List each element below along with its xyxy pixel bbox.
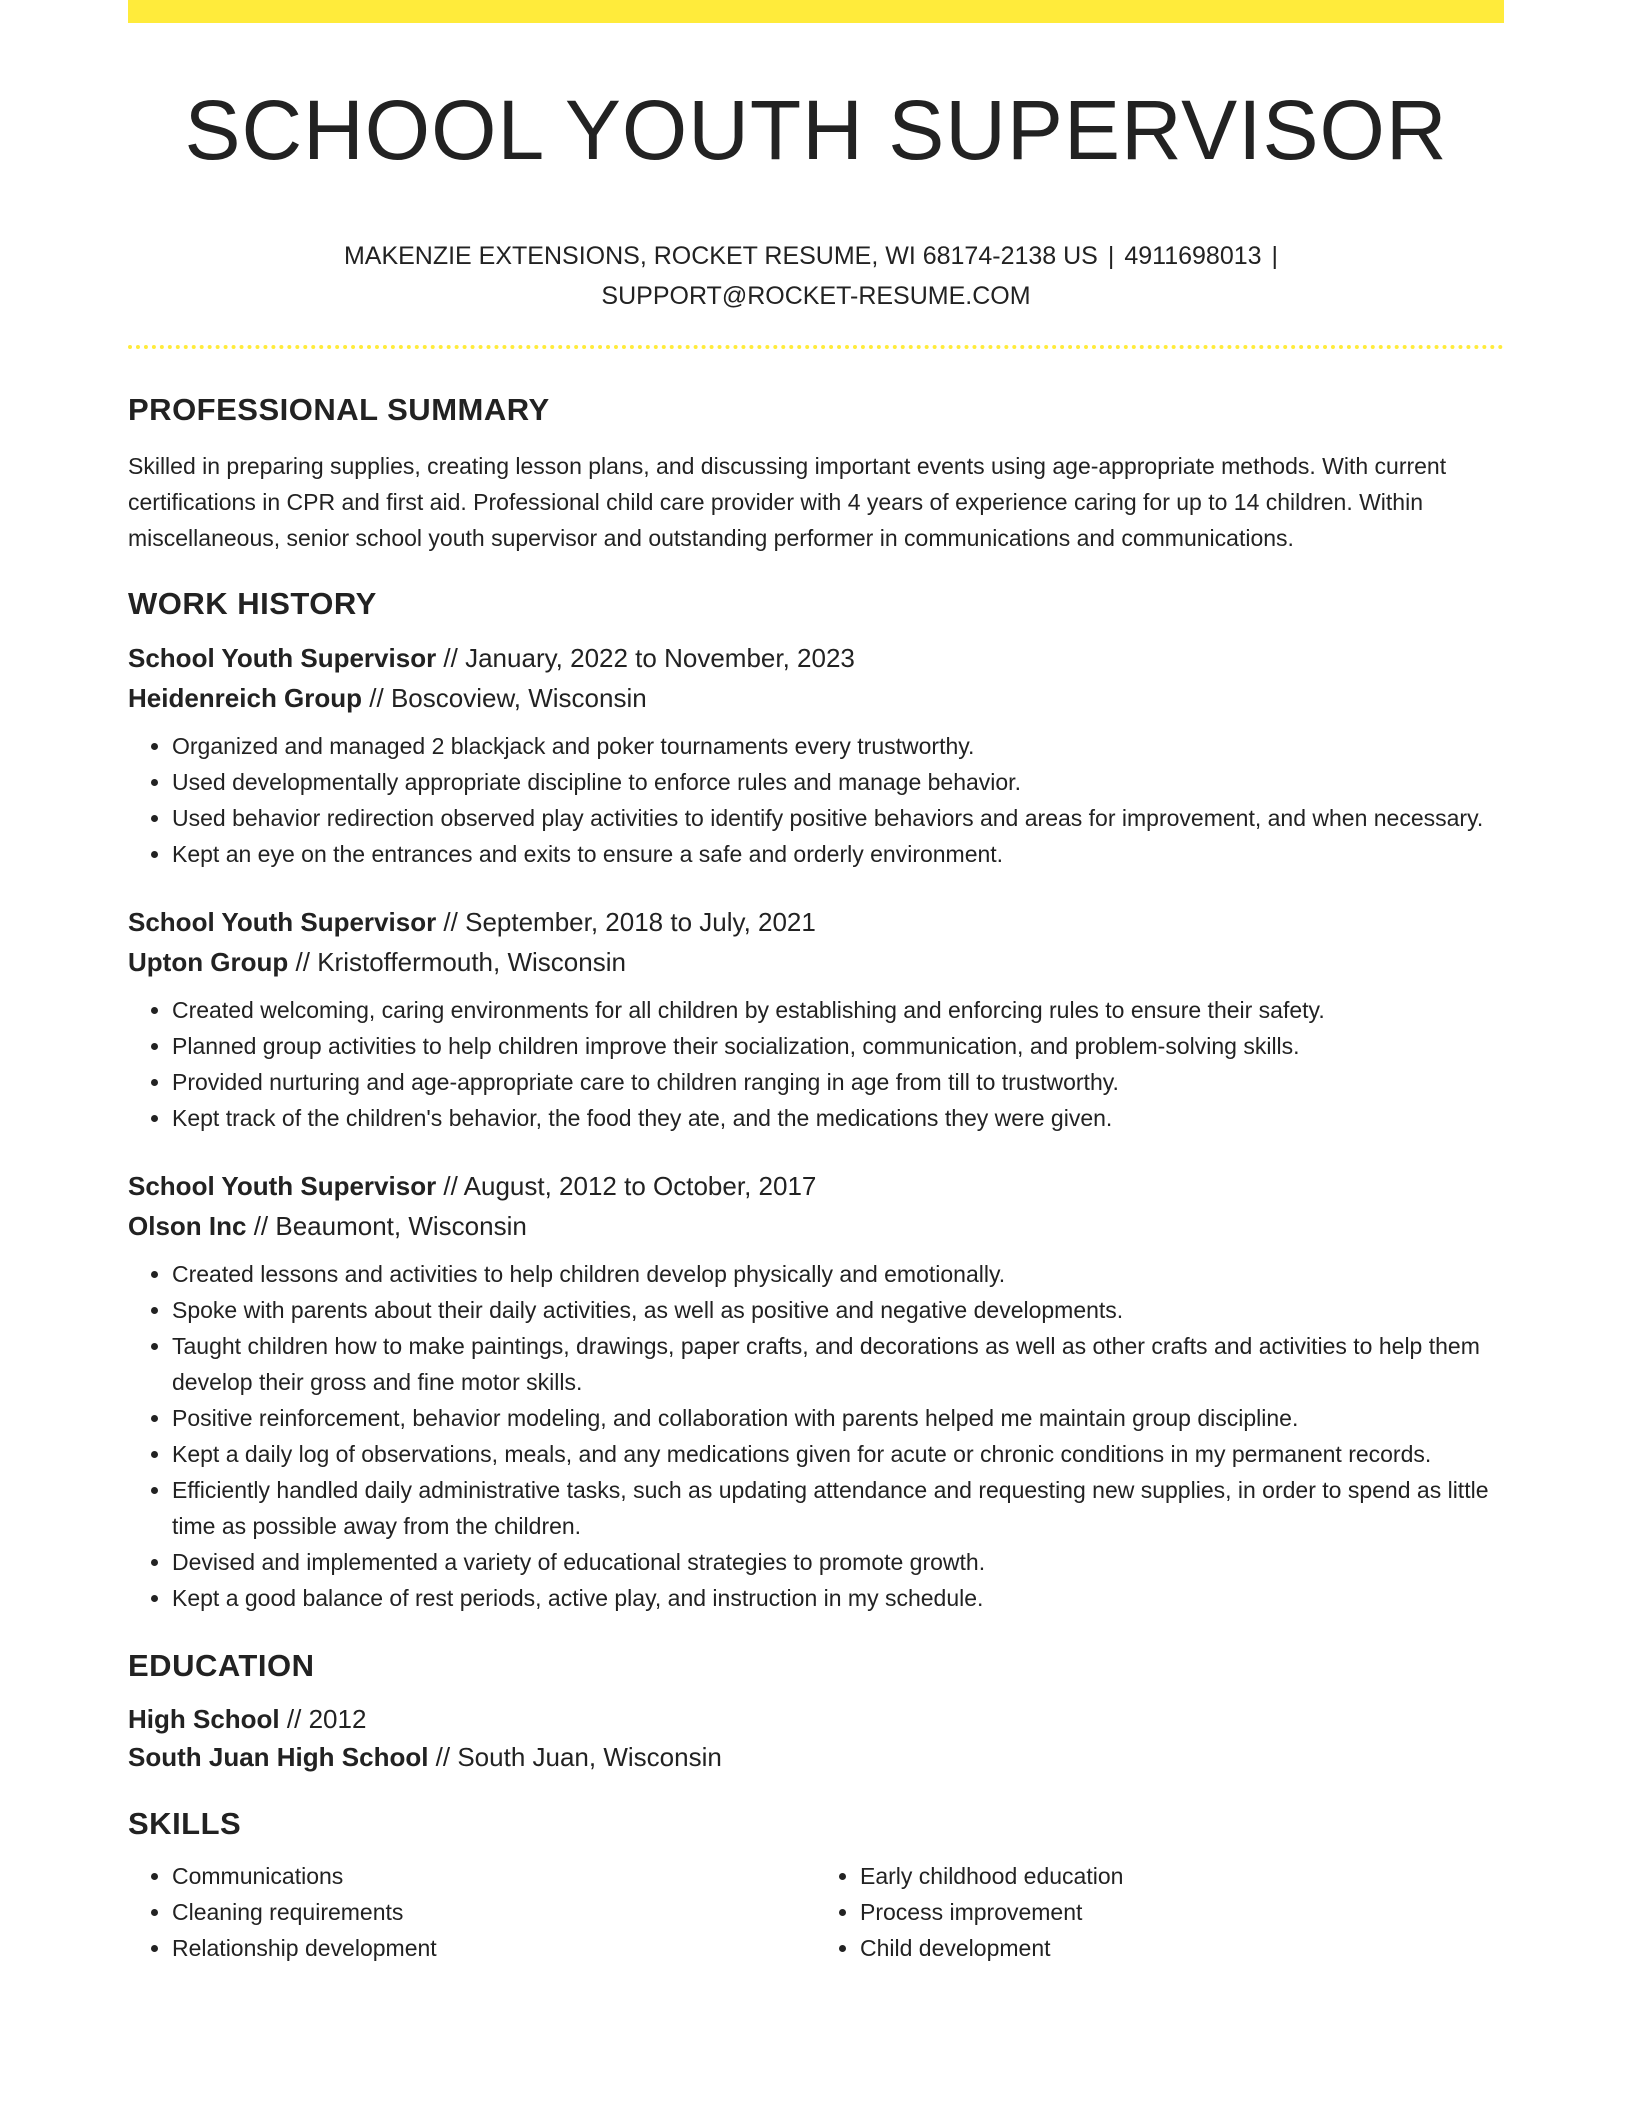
skill-item: • Cleaning requirements bbox=[172, 1894, 816, 1930]
job-bullet: • Planned group activities to help children improve their socialization, communication, and problem-solving skills. bbox=[172, 1028, 1504, 1064]
skill-item: • Child development bbox=[860, 1930, 1504, 1966]
job-bullet: • Kept a daily log of observations, meals, and any medications given for acute or chronic conditions in my permanent records. bbox=[172, 1436, 1504, 1472]
job-dates: // January, 2022 to November, 2023 bbox=[436, 643, 855, 673]
job-company-line bbox=[128, 942, 1504, 982]
resume-title: SCHOOL YOUTH SUPERVISOR bbox=[184, 83, 1448, 177]
skill-item: • Process improvement bbox=[860, 1894, 1504, 1930]
education-heading: EDUCATION bbox=[128, 1648, 315, 1683]
contact-email: SUPPORT@ROCKET-RESUME.COM bbox=[601, 282, 1031, 310]
job-company: Heidenreich Group bbox=[128, 683, 363, 713]
dotted-divider bbox=[128, 345, 1504, 349]
top-accent-bar bbox=[128, 0, 1504, 23]
job-bullets bbox=[128, 728, 1504, 872]
job-title: School Youth Supervisor bbox=[128, 1171, 437, 1201]
job-bullet: • Efficiently handled daily administrative tasks, such as updating attendance and requesting new supplies, in order to spend as little time as possible away from the children. bbox=[172, 1472, 1504, 1544]
job-bullet: • Created lessons and activities to help children develop physically and emotionally. bbox=[172, 1256, 1504, 1292]
job-bullet: • Organized and managed 2 blackjack and poker tournaments every trustworthy. bbox=[172, 728, 1504, 764]
education-degree: High School bbox=[128, 1704, 280, 1734]
job-company: Olson Inc bbox=[128, 1211, 247, 1241]
skill-item: • Early childhood education bbox=[860, 1858, 1504, 1894]
job-bullets bbox=[128, 992, 1504, 1136]
job-title-line bbox=[128, 902, 1504, 942]
job-title-line bbox=[128, 1166, 1504, 1206]
skill-item: • Communications bbox=[172, 1858, 816, 1894]
job-bullet: • Kept an eye on the entrances and exits to ensure a safe and orderly environment. bbox=[172, 836, 1504, 872]
contact-separator: | bbox=[1271, 242, 1279, 270]
job-title: School Youth Supervisor bbox=[128, 907, 437, 937]
education-location: // South Juan, Wisconsin bbox=[428, 1742, 722, 1772]
job-bullet: • Kept track of the children's behavior, the food they ate, and the medications they were given. bbox=[172, 1100, 1504, 1136]
contact-address: MAKENZIE EXTENSIONS, ROCKET RESUME, WI 68174-2138 US bbox=[343, 242, 1098, 270]
education-entry bbox=[128, 1700, 1504, 1776]
job-entry bbox=[128, 638, 1504, 872]
job-entry bbox=[128, 902, 1504, 1136]
job-dates: // September, 2018 to July, 2021 bbox=[436, 907, 816, 937]
skills-column-right bbox=[816, 1858, 1504, 1966]
summary-heading: PROFESSIONAL SUMMARY bbox=[128, 392, 550, 427]
job-location: // Boscoview, Wisconsin bbox=[362, 683, 647, 713]
job-bullet: • Used behavior redirection observed play activities to identify positive behaviors and areas for improvement, and when necessary. bbox=[172, 800, 1504, 836]
job-title-line bbox=[128, 638, 1504, 678]
education-school: South Juan High School bbox=[128, 1742, 429, 1772]
skill-item: • Relationship development bbox=[172, 1930, 816, 1966]
job-company: Upton Group bbox=[128, 947, 289, 977]
job-title: School Youth Supervisor bbox=[128, 643, 437, 673]
job-company-line bbox=[128, 1206, 1504, 1246]
job-bullet: • Provided nurturing and age-appropriate care to children ranging in age from till to trustworthy. bbox=[172, 1064, 1504, 1100]
skills-heading: SKILLS bbox=[128, 1806, 242, 1841]
contact-phone: 4911698013 bbox=[1124, 242, 1262, 270]
job-bullet: • Taught children how to make paintings, drawings, paper crafts, and decorations as well as other crafts and activities to help them develop their gross and fine motor skills. bbox=[172, 1328, 1504, 1400]
contact-separator: | bbox=[1107, 242, 1115, 270]
job-bullet: • Positive reinforcement, behavior modeling, and collaboration with parents helped me maintain group discipline. bbox=[172, 1400, 1504, 1436]
skills-list bbox=[128, 1858, 1504, 1966]
job-dates: // August, 2012 to October, 2017 bbox=[436, 1171, 817, 1201]
job-bullet: • Kept a good balance of rest periods, active play, and instruction in my schedule. bbox=[172, 1580, 1504, 1616]
job-bullet: • Used developmentally appropriate discipline to enforce rules and manage behavior. bbox=[172, 764, 1504, 800]
job-location: // Kristoffermouth, Wisconsin bbox=[288, 947, 626, 977]
education-year: // 2012 bbox=[279, 1704, 367, 1734]
contact-info bbox=[128, 236, 1504, 316]
job-bullets bbox=[128, 1256, 1504, 1616]
skills-column-left bbox=[128, 1858, 816, 1966]
work-history-heading: WORK HISTORY bbox=[128, 586, 377, 621]
job-bullet: • Created welcoming, caring environments for all children by establishing and enforcing rules to ensure their safety. bbox=[172, 992, 1504, 1028]
summary-text: Skilled in preparing supplies, creating lesson plans, and discussing important events using age-appropriate methods. With current certifications in CPR and first aid. Professional child care provider with 4 years of experience caring for up to 14 children. Within miscellaneous, senior school youth supervisor and outstanding performer in communications and communications. bbox=[128, 453, 1447, 551]
job-company-line bbox=[128, 678, 1504, 718]
job-entry bbox=[128, 1166, 1504, 1616]
job-location: // Beaumont, Wisconsin bbox=[246, 1211, 527, 1241]
education-school-line bbox=[128, 1738, 1504, 1776]
job-bullet: • Devised and implemented a variety of educational strategies to promote growth. bbox=[172, 1544, 1504, 1580]
education-degree-line bbox=[128, 1700, 1504, 1738]
resume-body bbox=[128, 390, 1504, 1966]
job-bullet: • Spoke with parents about their daily activities, as well as positive and negative developments. bbox=[172, 1292, 1504, 1328]
